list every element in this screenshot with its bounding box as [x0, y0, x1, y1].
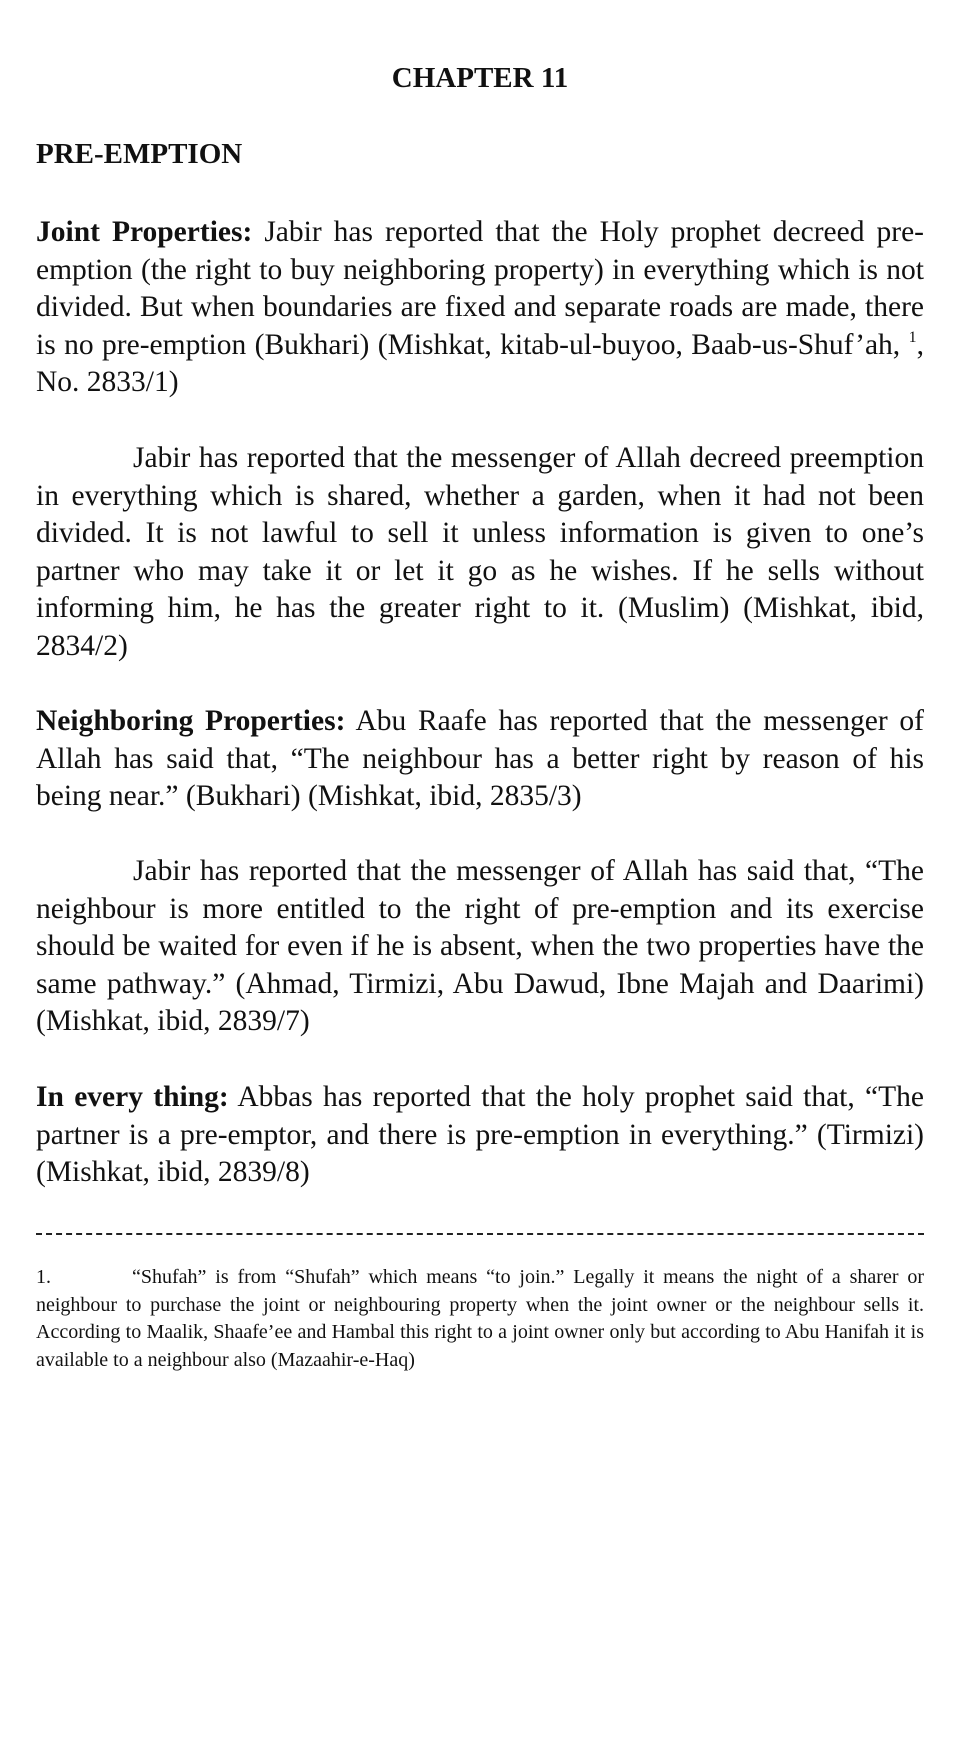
chapter-title: CHAPTER 11: [391, 62, 569, 94]
paragraph-text: Abu Raafe has reported that the messenger of Allah has said that, “The neighbour has a better right by reason of his being near.” (Bukhari) (Mishkat, ibid, 2835/3): [36, 705, 924, 812]
paragraph-jabir-shared: [36, 440, 924, 665]
footnote-divider: [36, 1233, 924, 1235]
paragraph-in-every-thing: [36, 1079, 924, 1192]
paragraph-text: Jabir has reported that the messenger of Allah decreed preemption in everything which is shared, whether a garden, when it had not been divided. It is not lawful to sell it unless information is given to one’s partner who may take it or let it go as he wishes. If he sells without informing him, he has the greater right to it. (Muslim) (Mishkat, ibid, 2834/2): [36, 442, 924, 662]
paragraph-neighboring-properties: [36, 703, 924, 816]
footnote: [36, 1264, 924, 1374]
paragraph-label: Joint Properties:: [36, 216, 253, 248]
footnote-text: “Shufah” is from “Shufah” which means “to join.” Legally it means the night of a sharer or neighbour to purchase the joint or neighbouring property when the joint owner or the neighbour sells it. According to Maalik, Shaafe’ee and Hambal this right to a joint owner only but according to Abu Hanifah it is available to a neighbour also (Mazaahir-e-Haq): [36, 1266, 924, 1371]
paragraph-joint-properties: [36, 214, 924, 402]
paragraph-label: In every thing:: [36, 1081, 229, 1113]
paragraph-jabir-neighbour: [36, 853, 924, 1041]
footnote-number: 1.: [36, 1266, 51, 1288]
section-heading: PRE-EMPTION: [36, 138, 243, 170]
paragraph-label: Neighboring Properties:: [36, 705, 346, 737]
paragraph-text-continued: , No. 2833/1): [36, 328, 924, 398]
footnote-reference[interactable]: 1: [908, 328, 917, 346]
paragraph-text: Jabir has reported that the Holy prophet decreed pre-emption (the right to buy neighboring property) in everything which is not divided. But when boundaries are fixed and separate roads are made, there is no pre-emption (Bukhari) (Mishkat, kitab-ul-buyoo, Baab-us-Shuf’ah,: [36, 216, 924, 361]
paragraph-text: Jabir has reported that the messenger of Allah has said that, “The neighbour is more entitled to the right of pre-emption and its exercise should be waited for even if he is absent, when the two properties have the same pathway.” (Ahmad, Tirmizi, Abu Dawud, Ibne Majah and Daarimi) (Mishkat, ibid, 2839/7): [36, 855, 924, 1037]
paragraph-text: Abbas has reported that the holy prophet said that, “The partner is a pre-emptor, and there is pre-emption in everything.” (Tirmizi) (Mishkat, ibid, 2839/8): [36, 1081, 924, 1188]
